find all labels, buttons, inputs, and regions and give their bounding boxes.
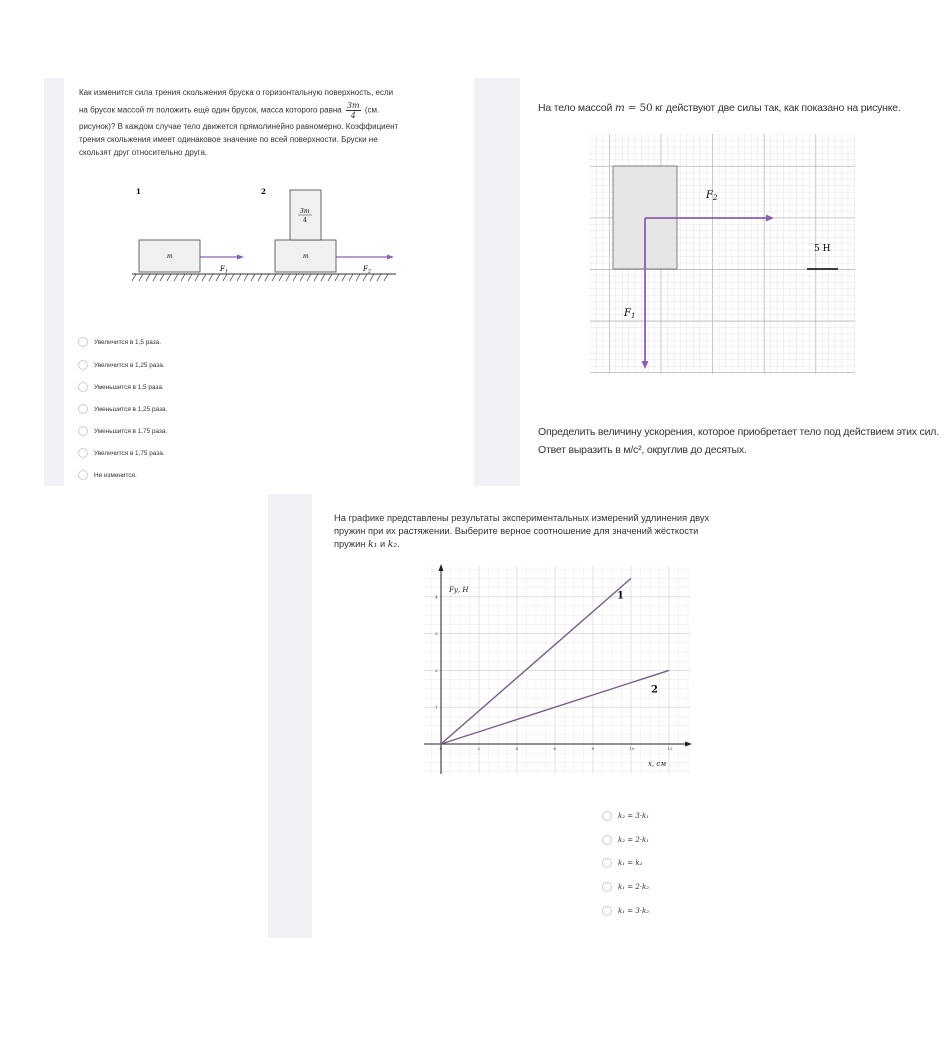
- hatch-mark: [188, 274, 192, 281]
- hatch-mark: [209, 274, 213, 281]
- fraction-numerator: 3m: [346, 101, 360, 110]
- hatch-mark: [181, 274, 185, 281]
- hatch-mark: [272, 274, 276, 281]
- question-line: .: [397, 539, 400, 549]
- y-tick-label: 1: [435, 704, 438, 710]
- hatch-mark: [335, 274, 339, 281]
- question-line: трения скольжения имеет одинаковое значение по всей поверхности. Бруски не: [79, 135, 378, 144]
- answer-option[interactable]: [602, 904, 649, 918]
- ground-hatch: [132, 274, 388, 281]
- x-axis-arrowhead: [685, 742, 692, 747]
- forces-grid-figure: [590, 134, 860, 379]
- mass-fraction: [346, 101, 361, 120]
- k1-symbol: k₁: [367, 539, 378, 550]
- answer-option[interactable]: [78, 402, 167, 416]
- hatch-mark: [202, 274, 206, 281]
- answer-option[interactable]: [602, 880, 649, 894]
- hatch-mark: [251, 274, 255, 281]
- hatch-mark: [153, 274, 157, 281]
- card-left-strip: [474, 78, 520, 486]
- question-line: положить ещё один брусок, масса которого равна: [153, 105, 344, 115]
- hatch-mark: [342, 274, 346, 281]
- block-2-mass: m: [303, 253, 309, 260]
- blocks-figure: [44, 178, 474, 298]
- card-left-strip: [268, 494, 312, 938]
- hatch-mark: [195, 274, 199, 281]
- answer-option[interactable]: [78, 446, 165, 460]
- answer-option[interactable]: [78, 380, 164, 394]
- hatch-mark: [356, 274, 360, 281]
- option-label: Уменьшится в 1,75 раза.: [94, 427, 168, 435]
- force-1-arrowhead: [237, 255, 244, 260]
- force-2-arrowhead: [387, 255, 394, 260]
- answer-option[interactable]: [78, 468, 137, 482]
- hatch-mark: [377, 274, 381, 281]
- hatch-mark: [279, 274, 283, 281]
- answer-option[interactable]: [78, 424, 167, 438]
- force-2-arrowhead: [766, 215, 774, 222]
- hatch-mark: [216, 274, 220, 281]
- question-line: скользят друг относительно друга.: [79, 148, 208, 157]
- radio-button[interactable]: [78, 404, 88, 414]
- answer-option[interactable]: [602, 856, 642, 870]
- scale-label: 5 Н: [814, 244, 831, 254]
- question-line: на брусок массой: [79, 105, 147, 115]
- hatch-mark: [384, 274, 388, 281]
- radio-button[interactable]: [602, 835, 612, 845]
- y-axis-arrowhead: [439, 564, 444, 571]
- question-text-bottom: [538, 426, 939, 456]
- question-line: кг действуют две силы так, как показано на рисунке.: [652, 102, 901, 114]
- option-label: Уменьшится в 1,25 раза.: [94, 405, 168, 413]
- hatch-mark: [314, 274, 318, 281]
- y-tick-label: 3: [435, 631, 438, 637]
- option-label: k₂ = 3·k₁: [618, 812, 650, 820]
- series-label-2: 2: [651, 684, 658, 696]
- hatch-mark: [321, 274, 325, 281]
- radio-button[interactable]: [602, 811, 612, 821]
- radio-button[interactable]: [602, 858, 612, 868]
- radio-button[interactable]: [78, 448, 88, 458]
- block-2-top-num: 3m: [300, 208, 310, 215]
- question-line: На графике представлены результаты экспериментальных измерений удлинения двух: [334, 513, 710, 523]
- radio-button[interactable]: [78, 360, 88, 370]
- force-2-label: $F_2$: [363, 265, 372, 275]
- hatch-mark: [160, 274, 164, 281]
- hatch-mark: [237, 274, 241, 281]
- block-2-top-den: 4: [303, 217, 307, 224]
- answer-option[interactable]: [78, 335, 161, 349]
- x-tick-label: 12: [667, 746, 673, 751]
- force-2-label: $F_2$: [706, 190, 718, 202]
- radio-button[interactable]: [78, 470, 88, 480]
- radio-button[interactable]: [602, 882, 612, 892]
- mass-variable: m: [146, 105, 154, 115]
- option-label: k₁ = 3·k₂: [618, 907, 650, 915]
- option-label: Увеличится в 1,5 раза.: [94, 338, 161, 346]
- option-label: k₂ = 2·k₁: [618, 836, 650, 844]
- chart-grid: [424, 566, 690, 774]
- fraction-denominator: 4: [350, 111, 356, 120]
- question-text: [334, 512, 774, 551]
- hatch-mark: [230, 274, 234, 281]
- hatch-mark: [293, 274, 297, 281]
- question-text-top: [538, 102, 901, 114]
- x-tick-label: 0: [439, 746, 443, 751]
- option-label: Увеличится в 1,25 раза.: [94, 361, 165, 369]
- series-label-1: 1: [617, 590, 624, 602]
- mass-value: = 50: [624, 102, 653, 114]
- question-line: На тело массой: [538, 102, 615, 114]
- answer-option[interactable]: [602, 833, 649, 847]
- question-line: и: [377, 539, 388, 549]
- force-1-label: $F_1$: [220, 265, 229, 275]
- question-card-friction: [44, 78, 474, 486]
- question-line: рисунок)? В каждом случае тело движется прямолинейно равномерно. Коэффициент: [79, 122, 399, 131]
- question-card-forces: [474, 78, 939, 486]
- x-tick-label: 8: [591, 746, 595, 751]
- x-tick-label: 10: [629, 746, 635, 751]
- hatch-mark: [139, 274, 143, 281]
- x-tick-label: 2: [477, 746, 481, 751]
- question-line: пружин: [334, 539, 368, 549]
- hatch-mark: [328, 274, 332, 281]
- hatch-mark: [349, 274, 353, 281]
- question-line: Ответ выразить в м/с², округлив до десятых.: [538, 444, 747, 456]
- spring-chart: [422, 562, 694, 780]
- question-line: Как изменится сила трения скольжения бруска о горизонтальную поверхность, если: [79, 88, 394, 97]
- radio-button[interactable]: [602, 906, 612, 916]
- k2-symbol: k₂: [387, 539, 398, 550]
- option-label: Не изменится.: [94, 471, 137, 479]
- y-tick-label: 2: [435, 667, 438, 673]
- block-1-mass: m: [167, 253, 173, 260]
- hatch-mark: [223, 274, 227, 281]
- hatch-mark: [167, 274, 171, 281]
- question-line: Определить величину ускорения, которое приобретает тело под действием этих сил.: [538, 426, 939, 438]
- question-card-springs: [268, 494, 768, 938]
- question-line: пружин при их растяжении. Выберите верное соотношение для значений жёсткости: [334, 526, 699, 536]
- x-tick-label: 4: [515, 746, 519, 751]
- case-label-1: 1: [136, 187, 141, 196]
- force-1-label: $F_1$: [624, 308, 636, 320]
- option-label: k₁ = 2·k₂: [618, 883, 650, 891]
- y-tick-label: 4: [435, 594, 438, 600]
- radio-button[interactable]: [78, 337, 88, 347]
- x-tick-label: 6: [553, 746, 557, 751]
- x-axis-label: x, см: [648, 760, 667, 768]
- mass-variable: m: [614, 102, 625, 114]
- answer-option[interactable]: [78, 358, 165, 372]
- radio-button[interactable]: [78, 382, 88, 392]
- hatch-mark: [370, 274, 374, 281]
- option-label: k₁ = k₂: [618, 859, 643, 867]
- radio-button[interactable]: [78, 426, 88, 436]
- hatch-mark: [363, 274, 367, 281]
- hatch-mark: [307, 274, 311, 281]
- hatch-mark: [146, 274, 150, 281]
- hatch-mark: [244, 274, 248, 281]
- hatch-mark: [132, 274, 136, 281]
- force-1-arrowhead: [642, 361, 649, 369]
- question-line: (см.: [362, 105, 380, 115]
- hatch-mark: [174, 274, 178, 281]
- option-label: Увеличится в 1,75 раза.: [94, 449, 165, 457]
- option-label: Уменьшится в 1,5 раза.: [94, 383, 164, 391]
- hatch-mark: [286, 274, 290, 281]
- hatch-mark: [300, 274, 304, 281]
- question-text: [79, 86, 469, 159]
- y-axis-label: Fу, Н: [449, 586, 469, 594]
- answer-option[interactable]: [602, 809, 649, 823]
- hatch-mark: [265, 274, 269, 281]
- case-label-2: 2: [261, 187, 266, 196]
- hatch-mark: [258, 274, 262, 281]
